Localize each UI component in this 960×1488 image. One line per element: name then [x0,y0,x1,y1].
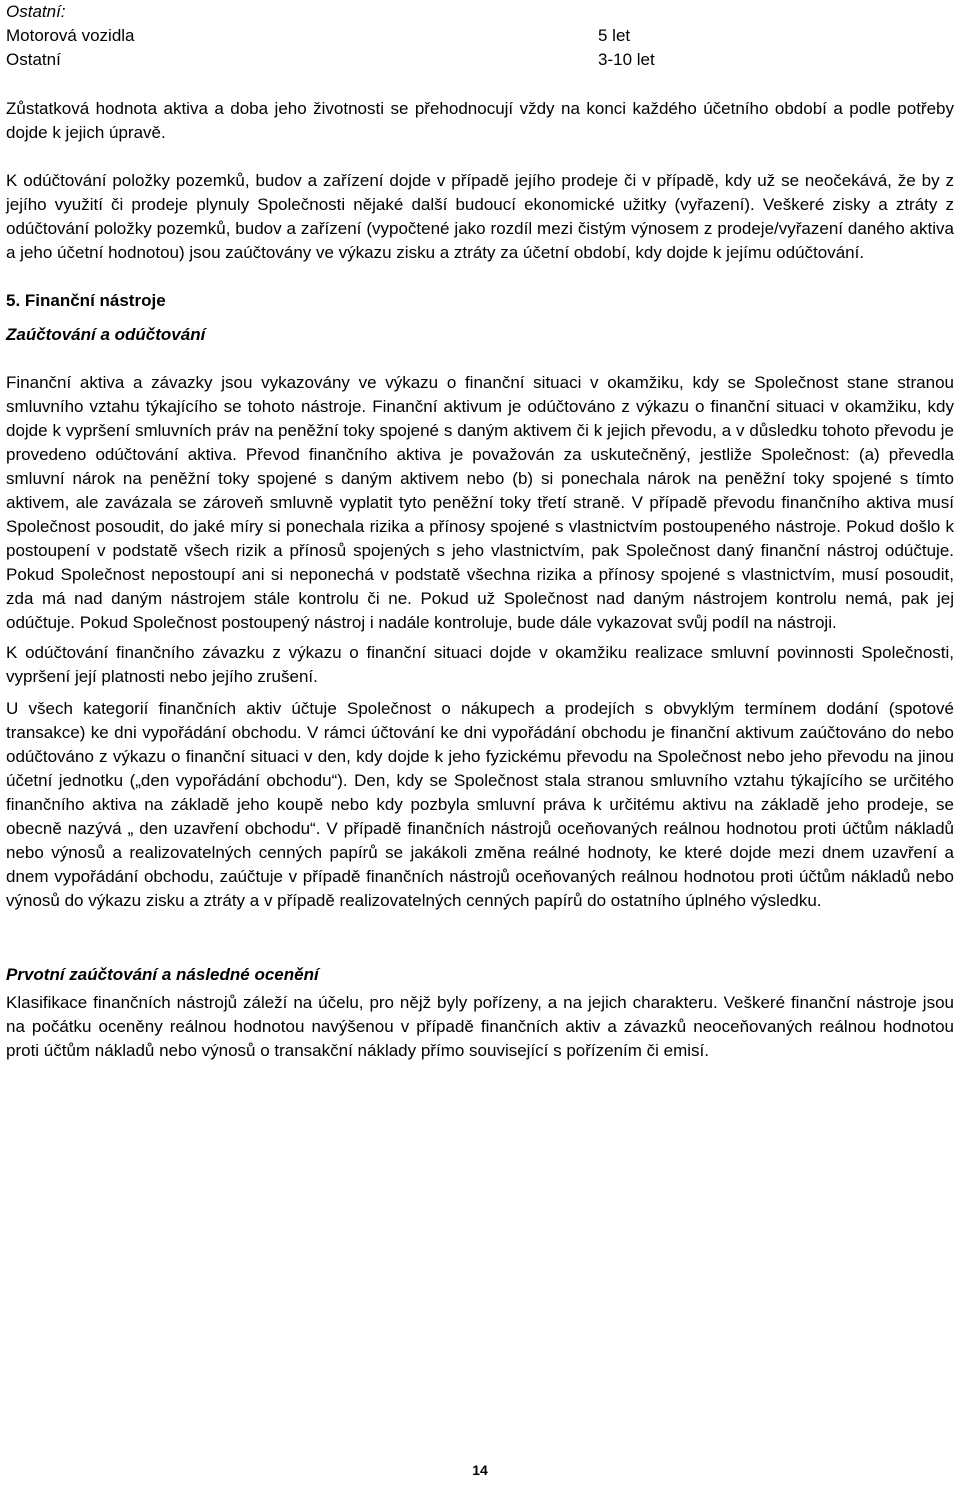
paragraph-settlement-date: U všech kategorií finančních aktiv účtuje Společnost o nákupech a prodejích s obvyklým termínem dodání (spotové transakce) ke dni vypořádání obchodu. V rámci účtování ke dni vypořádání obchodu je finanční aktivum zaúčtováno do nebo odúčtováno z výkazu o finanční situaci v den, kdy dojde k jeho fyzickému převodu na Společnost nebo jeho převodu na jinou účetní jednotku („den vypořádání obchodu“). Den, kdy se Společnost stala stranou smluvního vztahu týkajícího se určitého finančního aktiva na základě jeho koupě nebo kdy pozbyla smluvní práva k určitému aktivu na základě jeho prodeje, se obecně nazývá „ den uzavření obchodu“. V případě finančních nástrojů oceňovaných reálnou hodnotou proti účtům nákladů nebo výnosů a realizovatelných cenných papírů se jakákoli změna reálné hodnoty, ke které dojde mezi dnem uzavření a dnem vypořádání obchodu, zaúčtuje v případě finančních nástrojů oceňovaných reálnou hodnotou proti účtům nákladů nebo výnosů do výkazu zisku a ztráty a v případě realizovatelných cenných papírů do ostatního úplného výsledku. [6,699,954,910]
depreciation-period: 5 let [598,26,631,45]
document-page [6,0,954,1063]
depreciation-category: Ostatní [6,50,61,69]
table-row [6,24,954,48]
paragraph-initial-measurement: Klasifikace finančních nástrojů záleží na účelu, pro nějž byly pořízeny, a na jejich charakteru. Veškeré finanční nástroje jsou na počátku oceněny reálnou hodnotou navýšenou v případě finančních aktiv a závazků neoceňovaných reálnou hodnotou proti účtům nákladů nebo výnosů o transakční náklady přímo související s pořízením či emisí. [6,993,954,1060]
subsection-title-recognition: Zaúčtování a odúčtování [6,325,206,344]
table-row [6,48,954,72]
section-title: 5. Finanční nástroje [6,291,166,310]
depreciation-period: 3-10 let [598,50,655,69]
subsection-title-initial-measurement: Prvotní zaúčtování a následné ocenění [6,965,319,984]
depreciation-category: Motorová vozidla [6,26,135,45]
paragraph-derecognition-ppe: K odúčtování položky pozemků, budov a zařízení dojde v případě jejího prodeje či v případě, kdy už se neočekává, že by z jejího využití či prodeje plynuly Společnosti nějaké další budoucí ekonomické užitky (vyřazení). Veškeré zisky a ztráty z odúčtování položky pozemků, budov a zařízení (vypočtené jako rozdíl mezi čistým výnosem z prodeje/vyřazení daného aktiva a jeho účetní hodnotou) jsou zaúčtovány ve výkazu zisku a ztráty za účetní období, kdy dojde k jejímu odúčtování. [6,171,954,262]
depreciation-table [6,24,954,72]
other-heading: Ostatní: [6,2,66,21]
paragraph-financial-liability-derecognition: K odúčtování finančního závazku z výkazu o finanční situaci dojde v okamžiku realizace smluvní povinnosti Společnosti, vypršení její platnosti nebo jejího zrušení. [6,643,954,686]
page-number: 14 [472,1462,488,1478]
paragraph-financial-recognition: Finanční aktiva a závazky jsou vykazovány ve výkazu o finanční situaci v okamžiku, kdy se Společnost stane stranou smluvního vztahu týkajícího se tohoto nástroje. Finanční aktivum je odúčtováno z výkazu o finanční situaci v okamžiku, kdy dojde k vypršení smluvních práv na peněžní toky spojené s daným aktivem či k jejich převodu, a v důsledku tohoto převodu je provedeno odúčtování aktiva. Převod finančního aktiva je považován za uskutečněný, jestliže Společnost: (a) převedla smluvní nárok na peněžní toky spojené s daným aktivem nebo (b) si ponechala nárok na peněžní toky spojené s tímto aktivem, ale zavázala se zároveň smluvně vyplatit tyto peněžní toky třetí straně. V případě převodu finančního aktiva musí Společnost posoudit, do jaké míry si ponechala rizika a přínosy spojené s vlastnictvím postoupeného nástroje. Pokud došlo k postoupení v podstatě všech rizik a přínosů spojených s jeho vlastnictvím, pak Společnost daný finanční nástroj odúčtuje. Pokud Společnost nepostoupí ani si neponechá v podstatě všechna rizika a přínosy spojené s vlastnictvím, musí posoudit, zda má nad daným nástrojem stále kontrolu či ne. Pokud už Společnost nad daným nástrojem kontrolu nemá, pak jej odúčtuje. Pokud Společnost postoupený nástroj i nadále kontroluje, bude dále vykazovat svůj podíl na nástroji. [6,373,954,632]
paragraph-residual-value: Zůstatková hodnota aktiva a doba jeho životnosti se přehodnocují vždy na konci každého účetního období a podle potřeby dojde k jejich úpravě. [6,99,954,142]
